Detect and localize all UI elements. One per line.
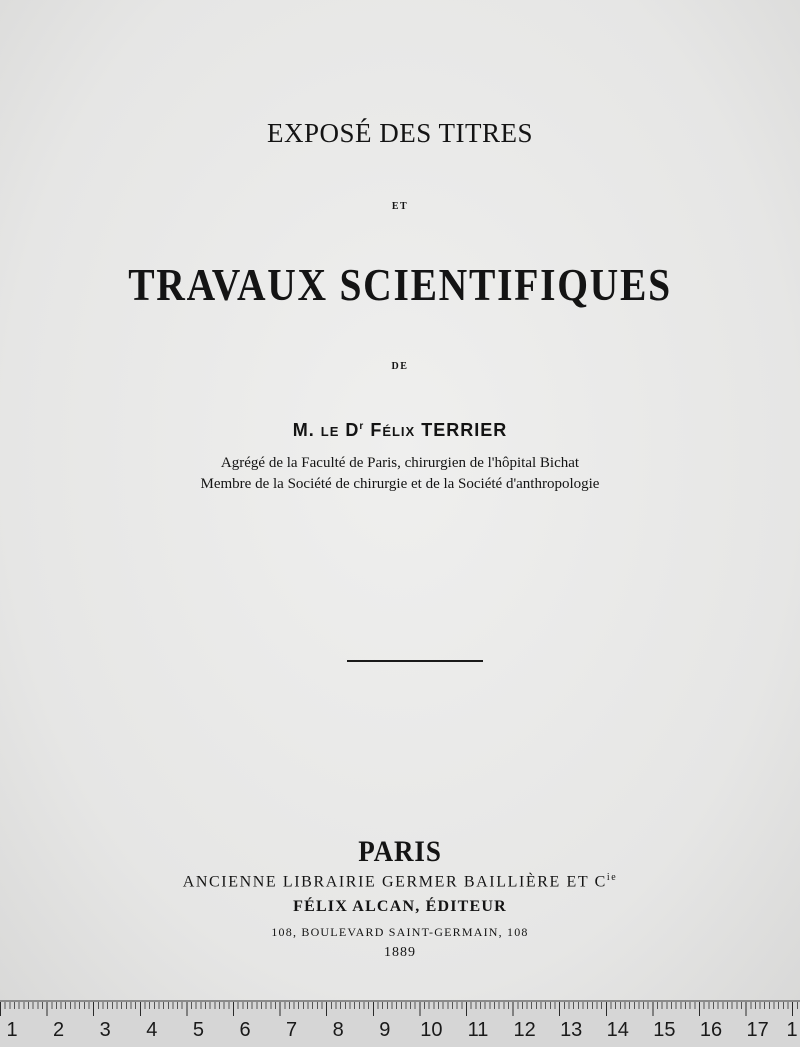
imprint-year: 1889 [384, 945, 416, 960]
author-first-rest: ÉLIX [382, 424, 416, 439]
affiliation-2: Membre de la Société de chirurgie et de la Société d'anthropologie [200, 476, 600, 492]
ruler-number: 5 [192, 1019, 204, 1041]
ruler-number: 17 [746, 1019, 769, 1041]
imprint-publisher [0, 872, 800, 891]
ruler-number: 7 [286, 1019, 298, 1041]
ruler-number: 16 [699, 1019, 723, 1041]
ruler-number: 4 [146, 1019, 158, 1041]
author-dr: D [345, 420, 360, 440]
author-le: LE [320, 424, 340, 439]
ruler-number: 12 [513, 1019, 536, 1041]
title-conjunction: ET [391, 201, 409, 212]
ruler-number: 15 [653, 1019, 676, 1041]
ruler-number: 11 [467, 1019, 489, 1041]
author-dr-sup: r [359, 421, 365, 432]
affiliation-1: Agrégé de la Faculté de Paris, chirurgien de l'hôpital Bichat [220, 455, 580, 471]
imprint-address: 108, BOULEVARD SAINT-GERMAIN, 108 [271, 925, 529, 939]
ruler-number: 3 [99, 1019, 111, 1041]
ruler-number: 6 [239, 1019, 251, 1041]
title-heading-2: TRAVAUX SCIENTIFIQUES [128, 259, 672, 310]
title-preposition: DE [391, 361, 409, 372]
ruler-number: 2 [53, 1019, 65, 1041]
ruler-number: 1 [6, 1019, 18, 1041]
ruler-number: 8 [332, 1019, 344, 1041]
separator-rule [347, 660, 483, 662]
publisher-sup: ie [606, 872, 618, 883]
publisher-name: ANCIENNE LIBRAIRIE GERMER BAILLIÈRE ET C [182, 873, 607, 891]
imprint-city: PARIS [358, 835, 442, 868]
author-prefix: M. [292, 420, 315, 440]
ruler-number: 1 [786, 1019, 798, 1041]
measuring-ruler [0, 1000, 800, 1047]
author-name [0, 420, 800, 441]
author-last: TERRIER [421, 420, 508, 440]
ruler-number: 13 [560, 1019, 583, 1041]
ruler-number: 14 [606, 1019, 629, 1041]
author-first-initial: F [370, 420, 383, 440]
title-heading-1: EXPOSÉ DES TITRES [266, 118, 534, 148]
ruler-number: 10 [420, 1019, 443, 1041]
ruler-number: 9 [379, 1019, 391, 1041]
imprint-editor: FÉLIX ALCAN, ÉDITEUR [293, 898, 507, 915]
ruler-ticks [0, 1002, 800, 1016]
